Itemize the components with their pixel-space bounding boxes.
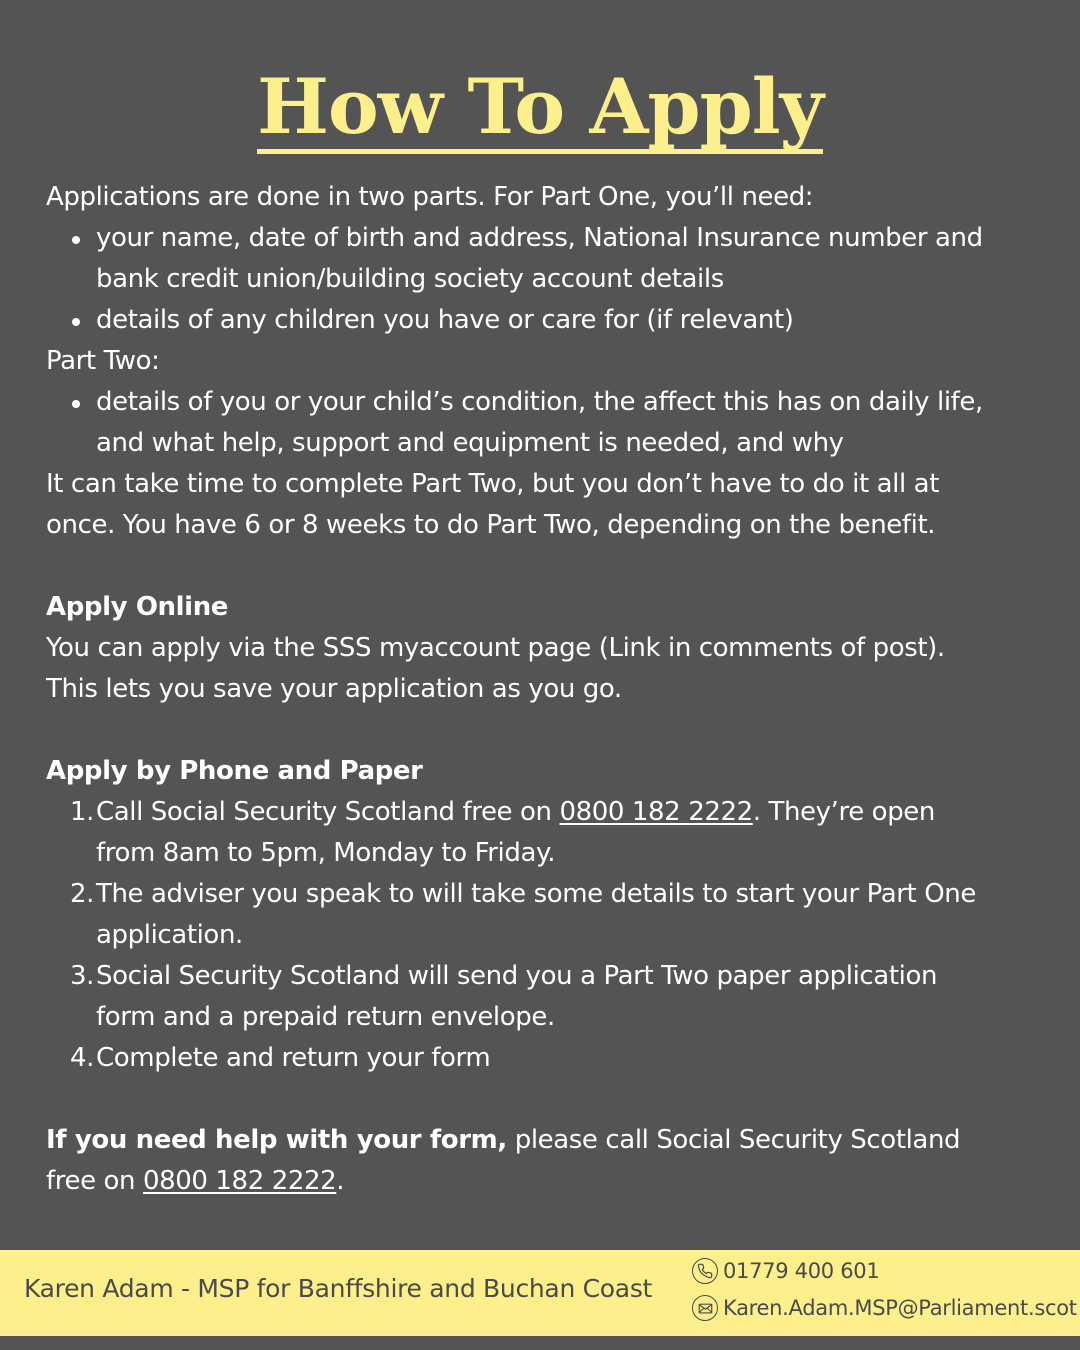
apply-phone-heading: Apply by Phone and Paper xyxy=(46,756,423,786)
list-item-line: details of any children you have or care for (if relevant) xyxy=(96,305,794,335)
footer-phone-text: 01779 400 601 xyxy=(723,1259,880,1283)
step-line: Call Social Security Scotland free on 0800 182 2222. They’re open xyxy=(96,797,935,827)
intro-closing-line: It can take time to complete Part Two, but you don’t have to do it all at xyxy=(46,469,940,499)
part-one-list xyxy=(46,218,1046,341)
step-line: The adviser you speak to will take some details to start your Part One xyxy=(96,879,976,909)
phone-icon xyxy=(692,1258,718,1284)
list-item-line: bank credit union/building society account details xyxy=(96,264,724,294)
footer-name: Karen Adam - MSP for Banffshire and Buchan Coast xyxy=(24,1274,653,1303)
phone-link[interactable]: 0800 182 2222 xyxy=(559,797,753,827)
list-item xyxy=(46,218,1046,300)
title-text: How To Apply xyxy=(257,67,823,154)
page-title xyxy=(0,62,1080,154)
step-number: 2. xyxy=(69,879,94,909)
help-text: free on 0800 182 2222. xyxy=(46,1166,345,1196)
step-number: 3. xyxy=(69,961,94,991)
part-two-label: Part Two: xyxy=(46,346,160,376)
step-item xyxy=(46,874,1046,956)
footer-email[interactable] xyxy=(692,1295,1077,1321)
step-line: Social Security Scotland will send you a Part Two paper application xyxy=(96,961,938,991)
main-content xyxy=(46,177,1046,1202)
spacer xyxy=(46,710,1046,751)
apply-online-text: This lets you save your application as you go. xyxy=(46,674,622,704)
spacer xyxy=(46,546,1046,587)
step-item xyxy=(46,1038,1046,1079)
list-item xyxy=(46,382,1046,464)
footer-phone[interactable] xyxy=(692,1258,879,1284)
step-number: 1. xyxy=(69,797,94,827)
intro-lead: Applications are done in two parts. For Part One, you’ll need: xyxy=(46,182,814,212)
help-text: If you need help with your form, please call Social Security Scotland xyxy=(46,1125,961,1155)
footer-bar xyxy=(0,1250,1080,1336)
envelope-icon xyxy=(692,1295,718,1321)
part-two-list xyxy=(46,382,1046,464)
step-line: Complete and return your form xyxy=(96,1043,491,1073)
list-item xyxy=(46,300,1046,341)
help-text-bold: If you need help with your form, xyxy=(46,1125,507,1155)
spacer xyxy=(46,1079,1046,1120)
help-phone-link[interactable]: 0800 182 2222 xyxy=(142,1166,337,1196)
intro-closing-line: once. You have 6 or 8 weeks to do Part Two, depending on the benefit. xyxy=(46,510,936,540)
apply-online-text: You can apply via the SSS myaccount page (Link in comments of post). xyxy=(46,633,945,663)
step-line: from 8am to 5pm, Monday to Friday. xyxy=(96,838,556,868)
list-item-line: and what help, support and equipment is needed, and why xyxy=(96,428,844,458)
step-line: application. xyxy=(96,920,243,950)
list-item-line: your name, date of birth and address, National Insurance number and xyxy=(96,223,983,253)
footer-email-text: Karen.Adam.MSP@Parliament.scot xyxy=(723,1296,1077,1320)
step-item xyxy=(46,792,1046,874)
step-number: 4. xyxy=(69,1043,94,1073)
list-item-line: details of you or your child’s condition, the affect this has on daily life, xyxy=(96,387,983,417)
step-item xyxy=(46,956,1046,1038)
apply-online-heading: Apply Online xyxy=(46,592,229,622)
step-line: form and a prepaid return envelope. xyxy=(96,1002,555,1032)
apply-steps-list xyxy=(46,792,1046,1079)
